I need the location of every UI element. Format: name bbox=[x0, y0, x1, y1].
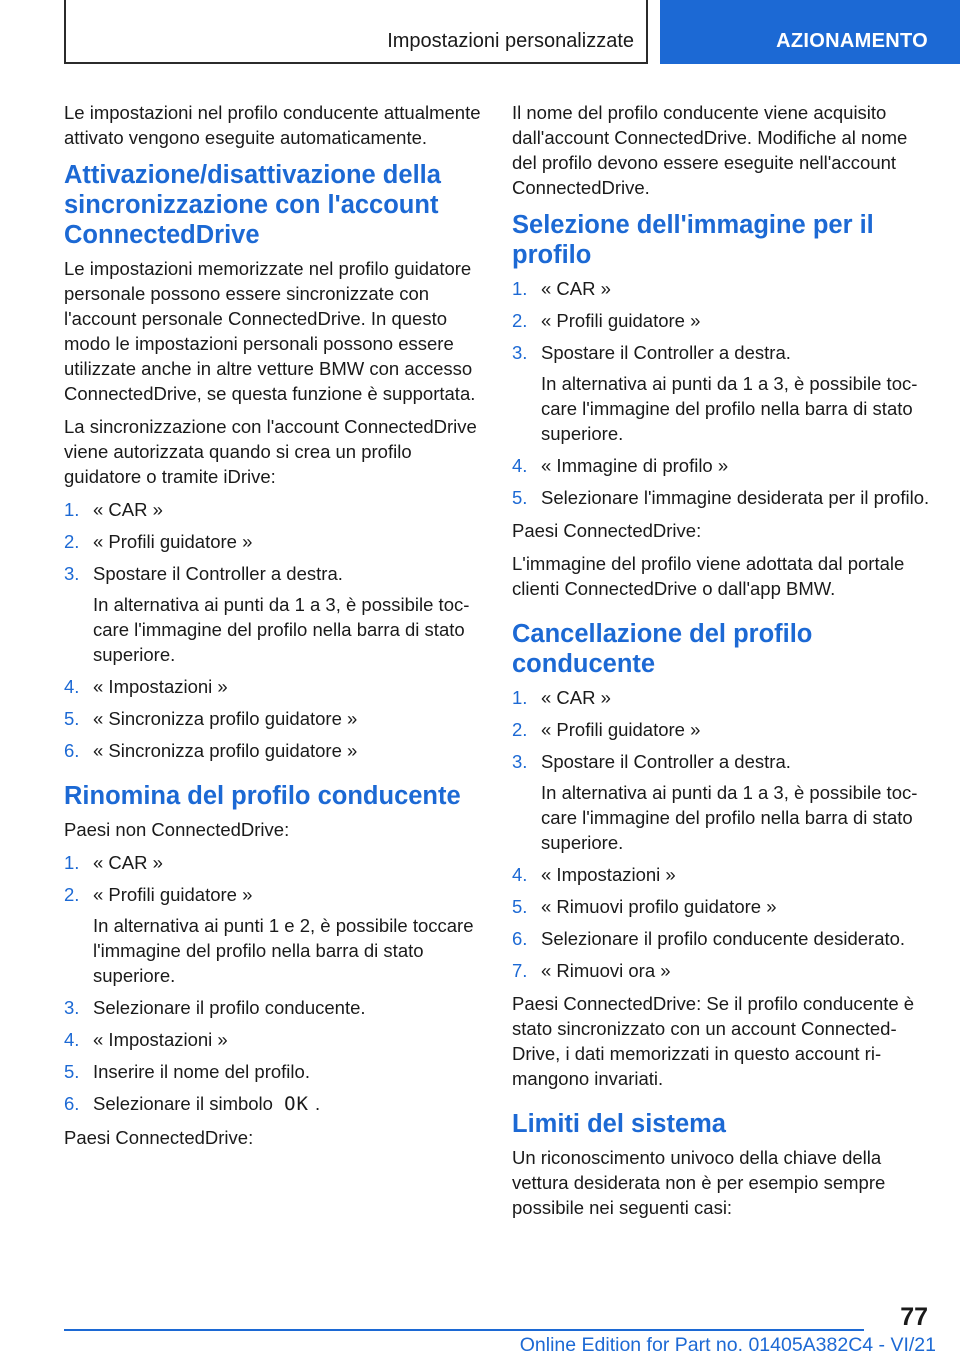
step-text: « CAR » bbox=[541, 278, 611, 299]
image-paragraph-1: Paesi ConnectedDrive: bbox=[512, 520, 702, 541]
step-number: 1. bbox=[512, 687, 528, 708]
rename-paragraph-1: Paesi non ConnectedDrive: bbox=[64, 819, 290, 840]
list-item bbox=[64, 561, 482, 667]
step-text: Inserire il nome del profilo. bbox=[93, 1061, 310, 1082]
step-number: 4. bbox=[64, 676, 80, 697]
left-column bbox=[64, 100, 482, 1158]
footer-edition-text: Online Edition for Part no. 01405A382C4 - VI/21 bbox=[519, 1334, 936, 1356]
image-heading: Selezione dell'immagine per il profilo bbox=[512, 211, 874, 269]
limits-heading: Limiti del sistema bbox=[512, 1110, 726, 1138]
step-text: Selezionare il profilo conducente. bbox=[93, 997, 366, 1018]
step-number: 2. bbox=[512, 719, 528, 740]
step-text: « Profili guidatore » bbox=[93, 531, 253, 552]
list-item bbox=[512, 958, 930, 983]
step-number: 6. bbox=[64, 740, 80, 761]
page-number: 77 bbox=[900, 1303, 928, 1331]
step-note: In alternativa ai punti 1 e 2, è possibile toccare l'immagine del profilo nella barra di stato superiore. bbox=[93, 915, 474, 986]
step-number: 7. bbox=[512, 960, 528, 981]
step-text: « Profili guidatore » bbox=[541, 310, 701, 331]
step-number: 2. bbox=[64, 884, 80, 905]
list-item bbox=[512, 717, 930, 742]
list-item bbox=[512, 485, 930, 510]
header-box bbox=[64, 0, 648, 64]
step-number: 2. bbox=[512, 310, 528, 331]
step-tail: . bbox=[314, 1093, 321, 1114]
list-item bbox=[512, 340, 930, 446]
limits-paragraph-1: Un riconoscimento univoco della chiave della vettura desiderata non è per esempio sempre possibile nei seguenti casi: bbox=[512, 1147, 886, 1218]
list-item bbox=[64, 738, 482, 763]
step-number: 5. bbox=[512, 896, 528, 917]
step-number: 3. bbox=[64, 997, 80, 1018]
list-item bbox=[512, 276, 930, 301]
list-item bbox=[512, 308, 930, 333]
step-number: 5. bbox=[64, 708, 80, 729]
right-column bbox=[512, 100, 930, 1228]
right-intro-paragraph: Il nome del profilo conducente viene acquisito dall'account ConnectedDrive. Modifiche al nome del profilo devono essere eseguite nell'account ConnectedDrive. bbox=[512, 102, 908, 198]
intro-paragraph: Le impostazioni nel profilo conducente attualmente attivato vengono eseguite automaticamente. bbox=[64, 102, 481, 148]
list-item bbox=[64, 529, 482, 554]
step-text: « CAR » bbox=[541, 687, 611, 708]
image-paragraph-2: L'immagine del profilo viene adottata dal portale clienti ConnectedDrive o dall'app BMW. bbox=[512, 553, 905, 599]
step-number: 1. bbox=[512, 278, 528, 299]
list-item bbox=[512, 749, 930, 855]
header-title: Impostazioni personalizzate bbox=[387, 30, 634, 52]
sync-paragraph-2: La sincronizzazione con l'account ConnectedDrive viene autorizzata quando si crea un profilo guidatore o tramite iDrive: bbox=[64, 416, 477, 487]
step-text: Selezionare il simbolo bbox=[93, 1093, 273, 1114]
step-text: « CAR » bbox=[93, 852, 163, 873]
list-item bbox=[64, 995, 482, 1020]
step-text: Spostare il Controller a destra. bbox=[541, 751, 791, 772]
rename-steps bbox=[64, 850, 482, 1117]
step-note: In alternativa ai punti da 1 a 3, è possibile toccare l'immagine del profilo nella barra di stato superiore. bbox=[93, 594, 470, 665]
list-item bbox=[64, 850, 482, 875]
step-text: « Sincronizza profilo guidatore » bbox=[93, 708, 358, 729]
list-item bbox=[64, 1091, 482, 1117]
step-note: In alternativa ai punti da 1 a 3, è possibile toccare l'immagine del profilo nella barra di stato superiore. bbox=[541, 782, 918, 853]
step-text: Spostare il Controller a destra. bbox=[541, 342, 791, 363]
list-item bbox=[64, 1059, 482, 1084]
step-number: 5. bbox=[512, 487, 528, 508]
step-number: 6. bbox=[64, 1093, 80, 1114]
step-number: 4. bbox=[512, 455, 528, 476]
step-number: 3. bbox=[64, 563, 80, 584]
step-text: « Impostazioni » bbox=[541, 864, 676, 885]
sync-paragraph-1: Le impostazioni memorizzate nel profilo guidatore personale possono essere sincronizzate con l'account personale ConnectedDrive. In questo modo le impostazioni personali possono essere utilizzate anche in altre vetture BMW con accesso ConnectedDrive, se questa funzione è supportata. bbox=[64, 258, 476, 404]
step-text: « Profili guidatore » bbox=[93, 884, 253, 905]
list-item bbox=[512, 685, 930, 710]
delete-steps bbox=[512, 685, 930, 983]
step-text: « CAR » bbox=[93, 499, 163, 520]
step-number: 1. bbox=[64, 852, 80, 873]
list-item bbox=[64, 882, 482, 988]
step-text: « Impostazioni » bbox=[93, 676, 228, 697]
step-number: 5. bbox=[64, 1061, 80, 1082]
header-section-tab[interactable] bbox=[660, 0, 960, 64]
delete-heading: Cancellazione del profilo conducente bbox=[512, 620, 813, 678]
delete-paragraph-1: Paesi ConnectedDrive: Se il profilo conducente è stato sincronizzato con un account ConnectedDrive, i dati memorizzati in questo account rimangono invariati. bbox=[512, 993, 915, 1089]
step-text: Spostare il Controller a destra. bbox=[93, 563, 343, 584]
image-steps bbox=[512, 276, 930, 510]
step-text: « Immagine di profilo » bbox=[541, 455, 729, 476]
header-section-label: AZIONAMENTO bbox=[776, 30, 928, 52]
step-number: 6. bbox=[512, 928, 528, 949]
step-number: 4. bbox=[64, 1029, 80, 1050]
sync-steps bbox=[64, 497, 482, 763]
step-text: Selezionare il profilo conducente desiderato. bbox=[541, 928, 906, 949]
step-number: 1. bbox=[64, 499, 80, 520]
step-text: Selezionare l'immagine desiderata per il profilo. bbox=[541, 487, 930, 508]
rename-heading: Rinomina del profilo conducente bbox=[64, 782, 461, 810]
list-item bbox=[64, 497, 482, 522]
list-item bbox=[512, 453, 930, 478]
step-number: 3. bbox=[512, 751, 528, 772]
list-item bbox=[512, 894, 930, 919]
step-note: In alternativa ai punti da 1 a 3, è possibile toccare l'immagine del profilo nella barra di stato superiore. bbox=[541, 373, 918, 444]
list-item bbox=[64, 706, 482, 731]
step-text: « Impostazioni » bbox=[93, 1029, 228, 1050]
list-item bbox=[64, 1027, 482, 1052]
list-item bbox=[512, 926, 930, 951]
list-item bbox=[64, 674, 482, 699]
step-text: « Rimuovi ora » bbox=[541, 960, 671, 981]
rename-paragraph-2: Paesi ConnectedDrive: bbox=[64, 1127, 254, 1148]
step-text: « Rimuovi profilo guidatore » bbox=[541, 896, 777, 917]
step-text: « Sincronizza profilo guidatore » bbox=[93, 740, 358, 761]
step-number: 3. bbox=[512, 342, 528, 363]
footer-divider bbox=[64, 1329, 864, 1331]
step-text: « Profili guidatore » bbox=[541, 719, 701, 740]
ok-symbol-icon: OK bbox=[284, 1093, 309, 1115]
step-number: 2. bbox=[64, 531, 80, 552]
list-item bbox=[512, 862, 930, 887]
sync-heading: Attivazione/disattivazione della sincronizzazione con l'account ConnectedDrive bbox=[64, 161, 441, 249]
step-number: 4. bbox=[512, 864, 528, 885]
